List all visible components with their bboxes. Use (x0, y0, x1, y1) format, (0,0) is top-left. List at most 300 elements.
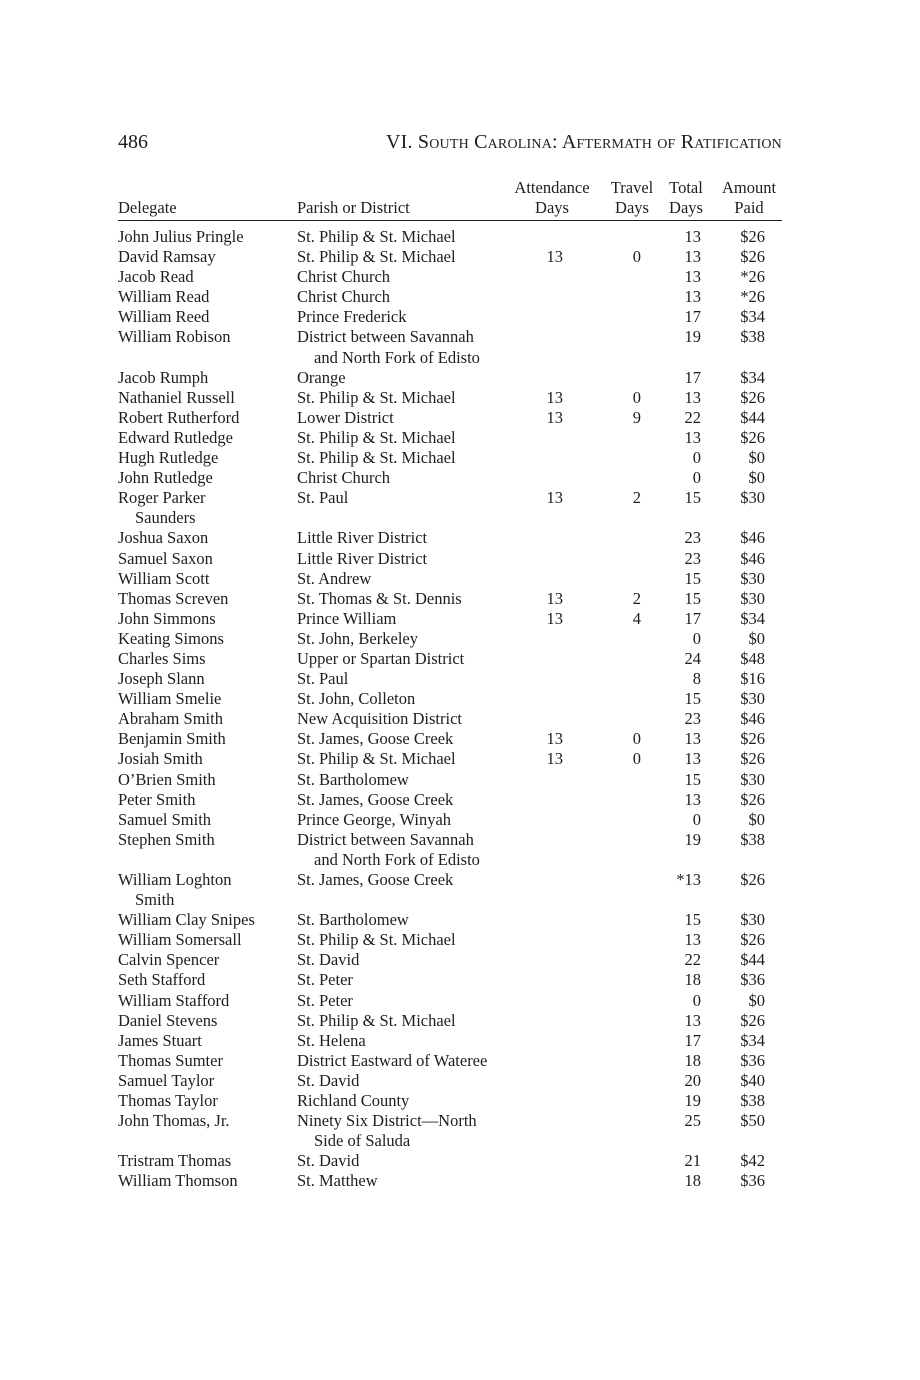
delegate-name-line: Tristram Thomas (118, 1151, 232, 1171)
delegate-name-line: William Loghton (118, 870, 232, 889)
delegate-name-line: Joseph Slann (118, 669, 205, 689)
table-header (118, 176, 782, 221)
amount-paid: $36 (740, 1050, 765, 1070)
parish-district (297, 749, 517, 769)
parish-line: St. Philip & St. Michael (297, 1010, 456, 1030)
header-total-line1: Total (669, 178, 703, 197)
parish-line: St. Philip & St. Michael (297, 427, 456, 447)
total-days: 0 (692, 990, 701, 1010)
delegate-name (118, 709, 288, 729)
parish-district (297, 1071, 517, 1091)
parish-line: St. Thomas & St. Dennis (297, 588, 462, 608)
table-row (118, 729, 782, 749)
delegate-name (118, 388, 288, 408)
total-days: 15 (684, 488, 701, 508)
amount-paid: $48 (740, 648, 765, 668)
parish-line: St. John, Berkeley (297, 628, 418, 648)
parish-district (297, 729, 517, 749)
delegate-name (118, 307, 288, 327)
delegate-name (118, 1051, 288, 1071)
amount-paid: $0 (748, 468, 765, 488)
parish-district (297, 448, 517, 468)
delegate-name-line: William Thomson (118, 1171, 238, 1191)
delegate-name (118, 629, 288, 649)
table-row (118, 790, 782, 810)
header-travel-line2: Days (615, 198, 649, 217)
total-days: 18 (684, 970, 701, 990)
page-header (118, 128, 782, 156)
amount-paid: $40 (740, 1070, 765, 1090)
parish-line: Upper or Spartan District (297, 648, 465, 668)
total-days: 15 (684, 588, 701, 608)
table-row (118, 609, 782, 629)
total-days: 13 (684, 387, 701, 407)
table-row (118, 1071, 782, 1091)
total-days: 19 (684, 829, 701, 849)
table-row (118, 870, 782, 910)
delegate-name-line: David Ramsay (118, 247, 216, 267)
header-attendance-days (504, 178, 600, 218)
parish-district (297, 1151, 517, 1171)
amount-paid: $46 (740, 709, 765, 729)
parish-continuation: Side of Saluda (314, 1131, 411, 1151)
parish-district (297, 790, 517, 810)
amount-paid: $26 (740, 227, 765, 246)
amount-paid: $30 (740, 488, 765, 508)
parish-district (297, 307, 517, 327)
delegate-name-line: James Stuart (118, 1030, 202, 1050)
parish-district (297, 1031, 517, 1051)
delegate-name (118, 1091, 288, 1111)
attendance-days: 13 (546, 588, 563, 608)
delegate-name-line: Edward Rutledge (118, 427, 234, 447)
travel-days: 0 (632, 749, 641, 769)
travel-days: 2 (632, 588, 641, 608)
parish-district (297, 589, 517, 609)
delegate-name-line: John Simmons (118, 608, 216, 628)
header-amount-paid (714, 178, 784, 218)
delegate-name-line: Thomas Taylor (118, 1091, 218, 1111)
table-row (118, 1091, 782, 1111)
parish-line: St. Paul (297, 488, 349, 508)
table-row (118, 549, 782, 569)
total-days: 15 (684, 769, 701, 789)
parish-line: St. Philip & St. Michael (297, 448, 456, 468)
attendance-days: 13 (546, 608, 563, 628)
header-travel-days (606, 178, 658, 218)
amount-paid: $26 (740, 1010, 765, 1030)
delegate-name-line: Samuel Smith (118, 809, 212, 829)
delegate-name-line: Seth Stafford (118, 970, 206, 990)
delegate-name-line: Jacob Rumph (118, 367, 209, 387)
delegate-name-line: Jacob Read (118, 267, 194, 287)
delegate-name-continuation: Smith (135, 890, 175, 910)
table-row (118, 428, 782, 448)
delegate-name (118, 589, 288, 609)
delegate-name (118, 870, 288, 910)
amount-paid: $30 (740, 588, 765, 608)
amount-paid: $34 (740, 608, 765, 628)
delegate-name-line: Josiah Smith (118, 749, 203, 769)
parish-line: Richland County (297, 1091, 410, 1111)
amount-paid: $26 (740, 247, 765, 267)
delegate-name (118, 910, 288, 930)
parish-line: District between Savannah (297, 829, 474, 849)
parish-district (297, 1051, 517, 1071)
table-row (118, 327, 782, 367)
parish-district (297, 770, 517, 790)
delegate-name-line: William Robison (118, 327, 231, 347)
parish-district (297, 428, 517, 448)
parish-district (297, 247, 517, 267)
delegate-name (118, 669, 288, 689)
delegate-name (118, 649, 288, 669)
total-days: 13 (684, 749, 701, 769)
delegate-name-line: Benjamin Smith (118, 729, 226, 749)
table-row (118, 287, 782, 307)
total-days: 0 (692, 468, 701, 488)
total-days: 22 (684, 950, 701, 970)
delegate-name (118, 729, 288, 749)
parish-line: St. Philip & St. Michael (297, 749, 456, 769)
delegate-name (118, 408, 288, 428)
delegate-name-line: Thomas Sumter (118, 1050, 223, 1070)
parish-line: Christ Church (297, 267, 391, 287)
running-head: VI. South Carolina: Aftermath of Ratification (385, 131, 782, 153)
header-attendance-line2: Days (535, 198, 569, 217)
table-row (118, 388, 782, 408)
total-days: 13 (684, 1010, 701, 1030)
travel-days: 4 (632, 608, 641, 628)
parish-district (297, 569, 517, 589)
parish-continuation: and North Fork of Edisto (314, 849, 480, 869)
page-number: 486 (118, 131, 148, 153)
parish-district (297, 388, 517, 408)
table-row (118, 910, 782, 930)
table-row (118, 1151, 782, 1171)
table-row (118, 267, 782, 287)
delegate-name-line: Calvin Spencer (118, 950, 220, 970)
parish-line: St. Philip & St. Michael (297, 227, 456, 246)
total-days: 13 (684, 930, 701, 950)
parish-district (297, 709, 517, 729)
delegate-name (118, 1111, 288, 1131)
table-row (118, 247, 782, 267)
parish-district (297, 629, 517, 649)
parish-district (297, 669, 517, 689)
total-days: 13 (684, 227, 701, 246)
header-amount-line1: Amount (721, 178, 777, 197)
delegate-pay-table (118, 176, 782, 1192)
table-row (118, 1051, 782, 1071)
total-days: 25 (684, 1111, 701, 1131)
total-days: 23 (684, 528, 701, 548)
parish-district (297, 549, 517, 569)
delegate-name (118, 950, 288, 970)
amount-paid: $42 (740, 1151, 765, 1171)
delegate-name-line: William Clay Snipes (118, 910, 255, 930)
delegate-name (118, 1151, 288, 1171)
attendance-days: 13 (546, 247, 563, 267)
table-row (118, 629, 782, 649)
parish-district (297, 950, 517, 970)
parish-district (297, 689, 517, 709)
amount-paid: $26 (740, 870, 765, 889)
amount-paid: $46 (740, 528, 765, 548)
parish-district (297, 970, 517, 990)
delegate-name-line: Charles Sims (118, 648, 206, 668)
delegate-name (118, 287, 288, 307)
attendance-days: 13 (546, 407, 563, 427)
amount-paid: $30 (740, 568, 765, 588)
total-days: 22 (684, 407, 701, 427)
parish-line: Prince George, Winyah (297, 809, 452, 829)
parish-line: Lower District (297, 407, 394, 427)
table-row (118, 709, 782, 729)
parish-district (297, 830, 517, 870)
total-days: 19 (684, 327, 701, 347)
table-row (118, 448, 782, 468)
delegate-name-line: Joshua Saxon (118, 528, 209, 548)
total-days: 15 (684, 568, 701, 588)
delegate-name-line: Peter Smith (118, 789, 196, 809)
travel-days: 2 (632, 488, 641, 508)
total-days: 18 (684, 1050, 701, 1070)
header-amount-line2: Paid (734, 198, 764, 217)
amount-paid: $26 (740, 729, 765, 749)
amount-paid: $46 (740, 548, 765, 568)
travel-days: 0 (632, 247, 641, 267)
amount-paid: $44 (740, 950, 765, 970)
amount-paid: *26 (740, 267, 765, 287)
table-row (118, 930, 782, 950)
parish-line: St. Philip & St. Michael (297, 387, 456, 407)
parish-line: Christ Church (297, 468, 391, 488)
table-row (118, 468, 782, 488)
parish-district (297, 528, 517, 548)
delegate-name (118, 468, 288, 488)
delegate-name (118, 1171, 288, 1191)
delegate-name-continuation: Saunders (135, 508, 196, 528)
parish-district (297, 1011, 517, 1031)
delegate-name-line: Abraham Smith (118, 709, 223, 729)
parish-district (297, 991, 517, 1011)
delegate-name-line: Daniel Stevens (118, 1010, 218, 1030)
amount-paid: $26 (740, 930, 765, 950)
table-body (118, 221, 782, 1192)
delegate-name (118, 810, 288, 830)
total-days: 13 (684, 427, 701, 447)
amount-paid: *26 (740, 287, 765, 307)
delegate-name-line: Samuel Taylor (118, 1070, 215, 1090)
table-row (118, 528, 782, 548)
table-row (118, 368, 782, 388)
parish-line: District between Savannah (297, 327, 474, 347)
amount-paid: $26 (740, 427, 765, 447)
amount-paid: $16 (740, 669, 765, 689)
total-days: 17 (684, 1030, 701, 1050)
parish-line: St. John, Colleton (297, 689, 416, 709)
delegate-name (118, 1071, 288, 1091)
total-days: 23 (684, 709, 701, 729)
table-row (118, 830, 782, 870)
parish-line: St. Helena (297, 1030, 366, 1050)
table-row (118, 1171, 782, 1191)
table-row (118, 1011, 782, 1031)
delegate-name-line: John Julius Pringle (118, 227, 244, 246)
header-delegate: Delegate (118, 198, 177, 217)
amount-paid: $30 (740, 689, 765, 709)
parish-district (297, 609, 517, 629)
delegate-name-line: John Thomas, Jr. (118, 1111, 230, 1131)
table-row (118, 1031, 782, 1051)
delegate-name (118, 528, 288, 548)
total-days: 21 (684, 1151, 701, 1171)
travel-days: 0 (632, 387, 641, 407)
total-days: *13 (676, 870, 701, 889)
parish-district (297, 930, 517, 950)
amount-paid: $30 (740, 769, 765, 789)
total-days: 0 (692, 448, 701, 468)
table-row (118, 569, 782, 589)
amount-paid: $44 (740, 407, 765, 427)
total-days: 17 (684, 307, 701, 327)
delegate-name-line: Nathaniel Russell (118, 387, 235, 407)
delegate-name-line: William Smelie (118, 689, 222, 709)
parish-district (297, 267, 517, 287)
delegate-name-line: Thomas Screven (118, 588, 229, 608)
delegate-name-line: William Somersall (118, 930, 242, 950)
parish-line: Christ Church (297, 287, 391, 307)
delegate-name (118, 770, 288, 790)
parish-line: St. Peter (297, 970, 353, 990)
total-days: 18 (684, 1171, 701, 1191)
delegate-name-line: William Reed (118, 307, 210, 327)
amount-paid: $30 (740, 910, 765, 930)
delegate-name-line: John Rutledge (118, 468, 213, 488)
total-days: 17 (684, 608, 701, 628)
parish-line: St. James, Goose Creek (297, 729, 454, 749)
delegate-name (118, 970, 288, 990)
amount-paid: $38 (740, 327, 765, 347)
parish-district (297, 368, 517, 388)
parish-line: St. Peter (297, 990, 353, 1010)
delegate-name-line: William Read (118, 287, 210, 307)
amount-paid: $38 (740, 829, 765, 849)
amount-paid: $36 (740, 1171, 765, 1191)
delegate-name (118, 327, 288, 347)
delegate-name (118, 488, 288, 528)
table-row (118, 589, 782, 609)
total-days: 13 (684, 247, 701, 267)
total-days: 15 (684, 689, 701, 709)
delegate-name (118, 267, 288, 287)
amount-paid: $0 (748, 628, 765, 648)
header-parish: Parish or District (297, 198, 410, 217)
header-travel-line1: Travel (610, 178, 654, 197)
total-days: 13 (684, 729, 701, 749)
delegate-name (118, 549, 288, 569)
total-days: 20 (684, 1070, 701, 1090)
attendance-days: 13 (546, 488, 563, 508)
parish-line: St. Matthew (297, 1171, 378, 1191)
amount-paid: $0 (748, 990, 765, 1010)
parish-line: St. James, Goose Creek (297, 870, 454, 889)
delegate-name-line: William Scott (118, 568, 210, 588)
parish-line: Little River District (297, 528, 428, 548)
parish-line: St. Philip & St. Michael (297, 930, 456, 950)
amount-paid: $26 (740, 789, 765, 809)
table-row (118, 991, 782, 1011)
delegate-name-line: William Stafford (118, 990, 230, 1010)
delegate-name (118, 448, 288, 468)
delegate-name (118, 368, 288, 388)
amount-paid: $26 (740, 749, 765, 769)
table-row (118, 649, 782, 669)
delegate-name (118, 609, 288, 629)
delegate-name-line: Samuel Saxon (118, 548, 213, 568)
delegate-name-line: Keating Simons (118, 628, 224, 648)
amount-paid: $36 (740, 970, 765, 990)
table-row (118, 689, 782, 709)
travel-days: 0 (632, 729, 641, 749)
parish-district (297, 287, 517, 307)
parish-district (297, 227, 517, 247)
parish-line: New Acquisition District (297, 709, 462, 729)
delegate-name (118, 569, 288, 589)
delegate-name (118, 428, 288, 448)
amount-paid: $34 (740, 367, 765, 387)
delegate-name (118, 830, 288, 850)
parish-district (297, 870, 517, 890)
table-row (118, 810, 782, 830)
delegate-name-line: Stephen Smith (118, 829, 215, 849)
delegate-name (118, 689, 288, 709)
table-row (118, 307, 782, 327)
amount-paid: $34 (740, 307, 765, 327)
parish-district (297, 468, 517, 488)
parish-continuation: and North Fork of Edisto (314, 347, 480, 367)
parish-line: St. David (297, 1070, 360, 1090)
total-days: 13 (684, 267, 701, 287)
total-days: 17 (684, 367, 701, 387)
delegate-name (118, 227, 288, 247)
parish-district (297, 649, 517, 669)
parish-line: District Eastward of Wateree (297, 1050, 488, 1070)
parish-district (297, 910, 517, 930)
total-days: 0 (692, 809, 701, 829)
amount-paid: $38 (740, 1091, 765, 1111)
total-days: 24 (684, 648, 701, 668)
parish-line: St. Paul (297, 669, 349, 689)
delegate-name (118, 790, 288, 810)
parish-district (297, 408, 517, 428)
total-days: 15 (684, 910, 701, 930)
header-total-line2: Days (669, 198, 703, 217)
delegate-name (118, 1031, 288, 1051)
parish-line: Little River District (297, 548, 428, 568)
parish-district (297, 327, 517, 367)
delegate-name-line: Hugh Rutledge (118, 448, 219, 468)
amount-paid: $0 (748, 809, 765, 829)
table-row (118, 408, 782, 428)
travel-days: 9 (632, 407, 641, 427)
parish-line: St. David (297, 1151, 360, 1171)
delegate-name (118, 1011, 288, 1031)
total-days: 23 (684, 548, 701, 568)
parish-line: St. Bartholomew (297, 769, 409, 789)
parish-district (297, 1171, 517, 1191)
